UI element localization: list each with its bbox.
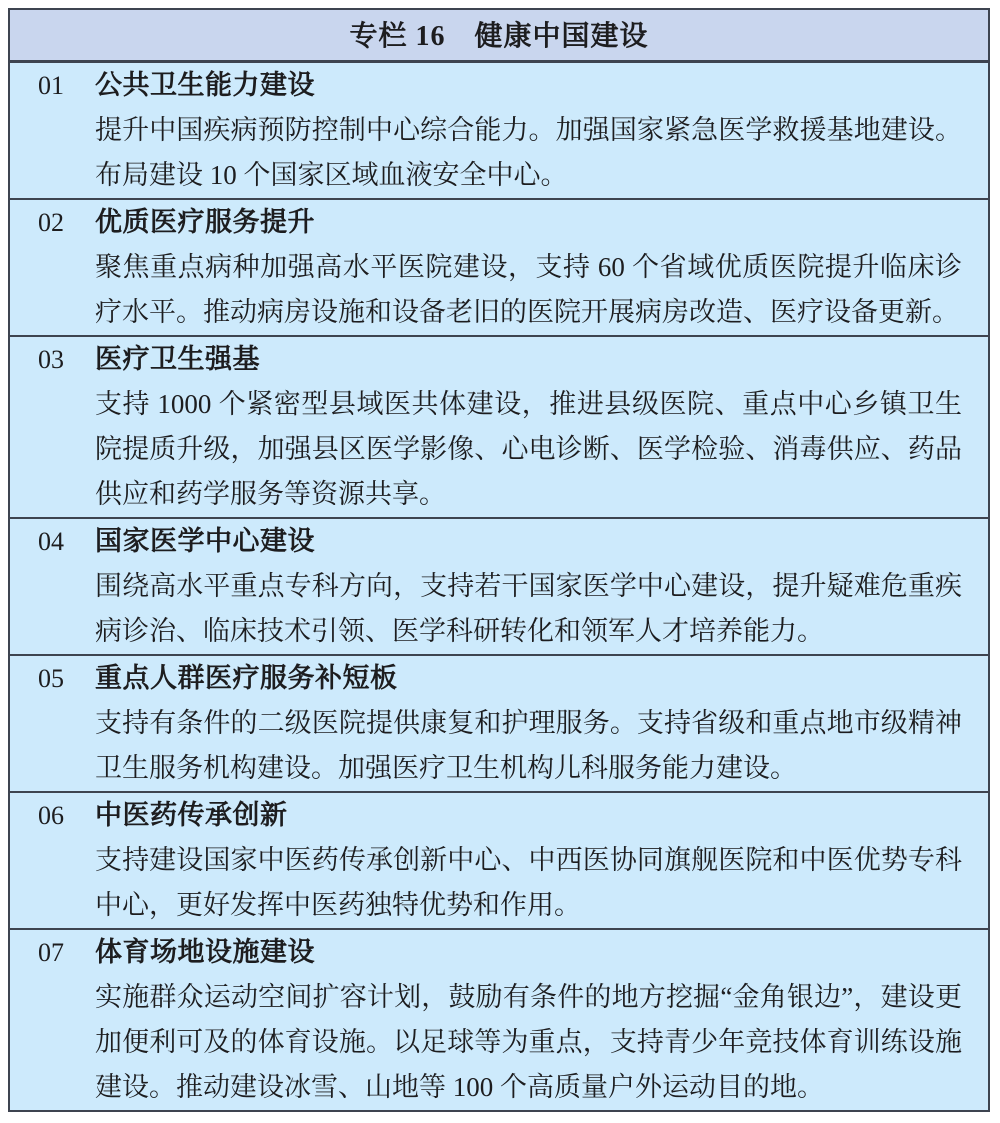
section-number: 06 (38, 801, 64, 830)
sections-container (10, 63, 988, 1110)
section-heading: 中医药传承创新 (95, 800, 288, 830)
section-heading-line (38, 519, 962, 564)
section-number: 01 (38, 71, 64, 100)
section-body-text: 支持建设国家中医药传承创新中心、中西医协同旗舰医院和中医优势专科中心，更好发挥中医药独特优势和作用。 (95, 845, 962, 920)
section-number: 07 (38, 938, 64, 967)
section-body-text: 支持有条件的二级医院提供康复和护理服务。支持省级和重点地市级精神卫生服务机构建设。加强医疗卫生机构儿科服务能力建设。 (95, 708, 962, 783)
section-number: 02 (38, 208, 64, 237)
section-heading-line (38, 337, 962, 382)
section-number: 03 (38, 345, 64, 374)
section-number: 05 (38, 664, 64, 693)
section-body-text: 提升中国疾病预防控制中心综合能力。加强国家紧急医学救援基地建设。布局建设 10 个国家区域血液安全中心。 (95, 115, 962, 190)
section-number: 04 (38, 527, 64, 556)
section-body-text: 支持 1000 个紧密型县域医共体建设，推进县级医院、重点中心乡镇卫生院提质升级，加强县区医学影像、心电诊断、医学检验、消毒供应、药品供应和药学服务等资源共享。 (95, 389, 962, 509)
section-heading-line (38, 793, 962, 838)
section-heading: 重点人群医疗服务补短板 (95, 663, 398, 693)
section-body-text: 聚焦重点病种加强高水平医院建设，支持 60 个省域优质医院提升临床诊疗水平。推动病房设施和设备老旧的医院开展病房改造、医疗设备更新。 (95, 252, 962, 327)
section-row (10, 519, 988, 656)
section-body-text: 围绕高水平重点专科方向，支持若干国家医学中心建设，提升疑难危重疾病诊治、临床技术引领、医学科研转化和领军人才培养能力。 (95, 571, 962, 646)
section-row (10, 200, 988, 337)
section-row (10, 337, 988, 519)
section-heading: 医疗卫生强基 (95, 344, 260, 374)
section-row (10, 930, 988, 1110)
section-heading: 体育场地设施建设 (95, 937, 315, 967)
policy-panel (8, 8, 990, 1112)
section-body-text: 实施群众运动空间扩容计划，鼓励有条件的地方挖掘“金角银边”，建设更加便利可及的体育设施。以足球等为重点，支持青少年竞技体育训练设施建设。推动建设冰雪、山地等 100 个高质量户外运动目的地。 (95, 982, 962, 1102)
section-row (10, 793, 988, 930)
section-heading-line (38, 200, 962, 245)
section-heading-line (38, 63, 962, 108)
section-heading: 公共卫生能力建设 (95, 70, 315, 100)
section-heading: 国家医学中心建设 (95, 526, 315, 556)
section-row (10, 63, 988, 200)
section-heading-line (38, 656, 962, 701)
section-row (10, 656, 988, 793)
section-heading-line (38, 930, 962, 975)
panel-title: 专栏 16 健康中国建设 (10, 10, 988, 63)
section-heading: 优质医疗服务提升 (95, 207, 315, 237)
